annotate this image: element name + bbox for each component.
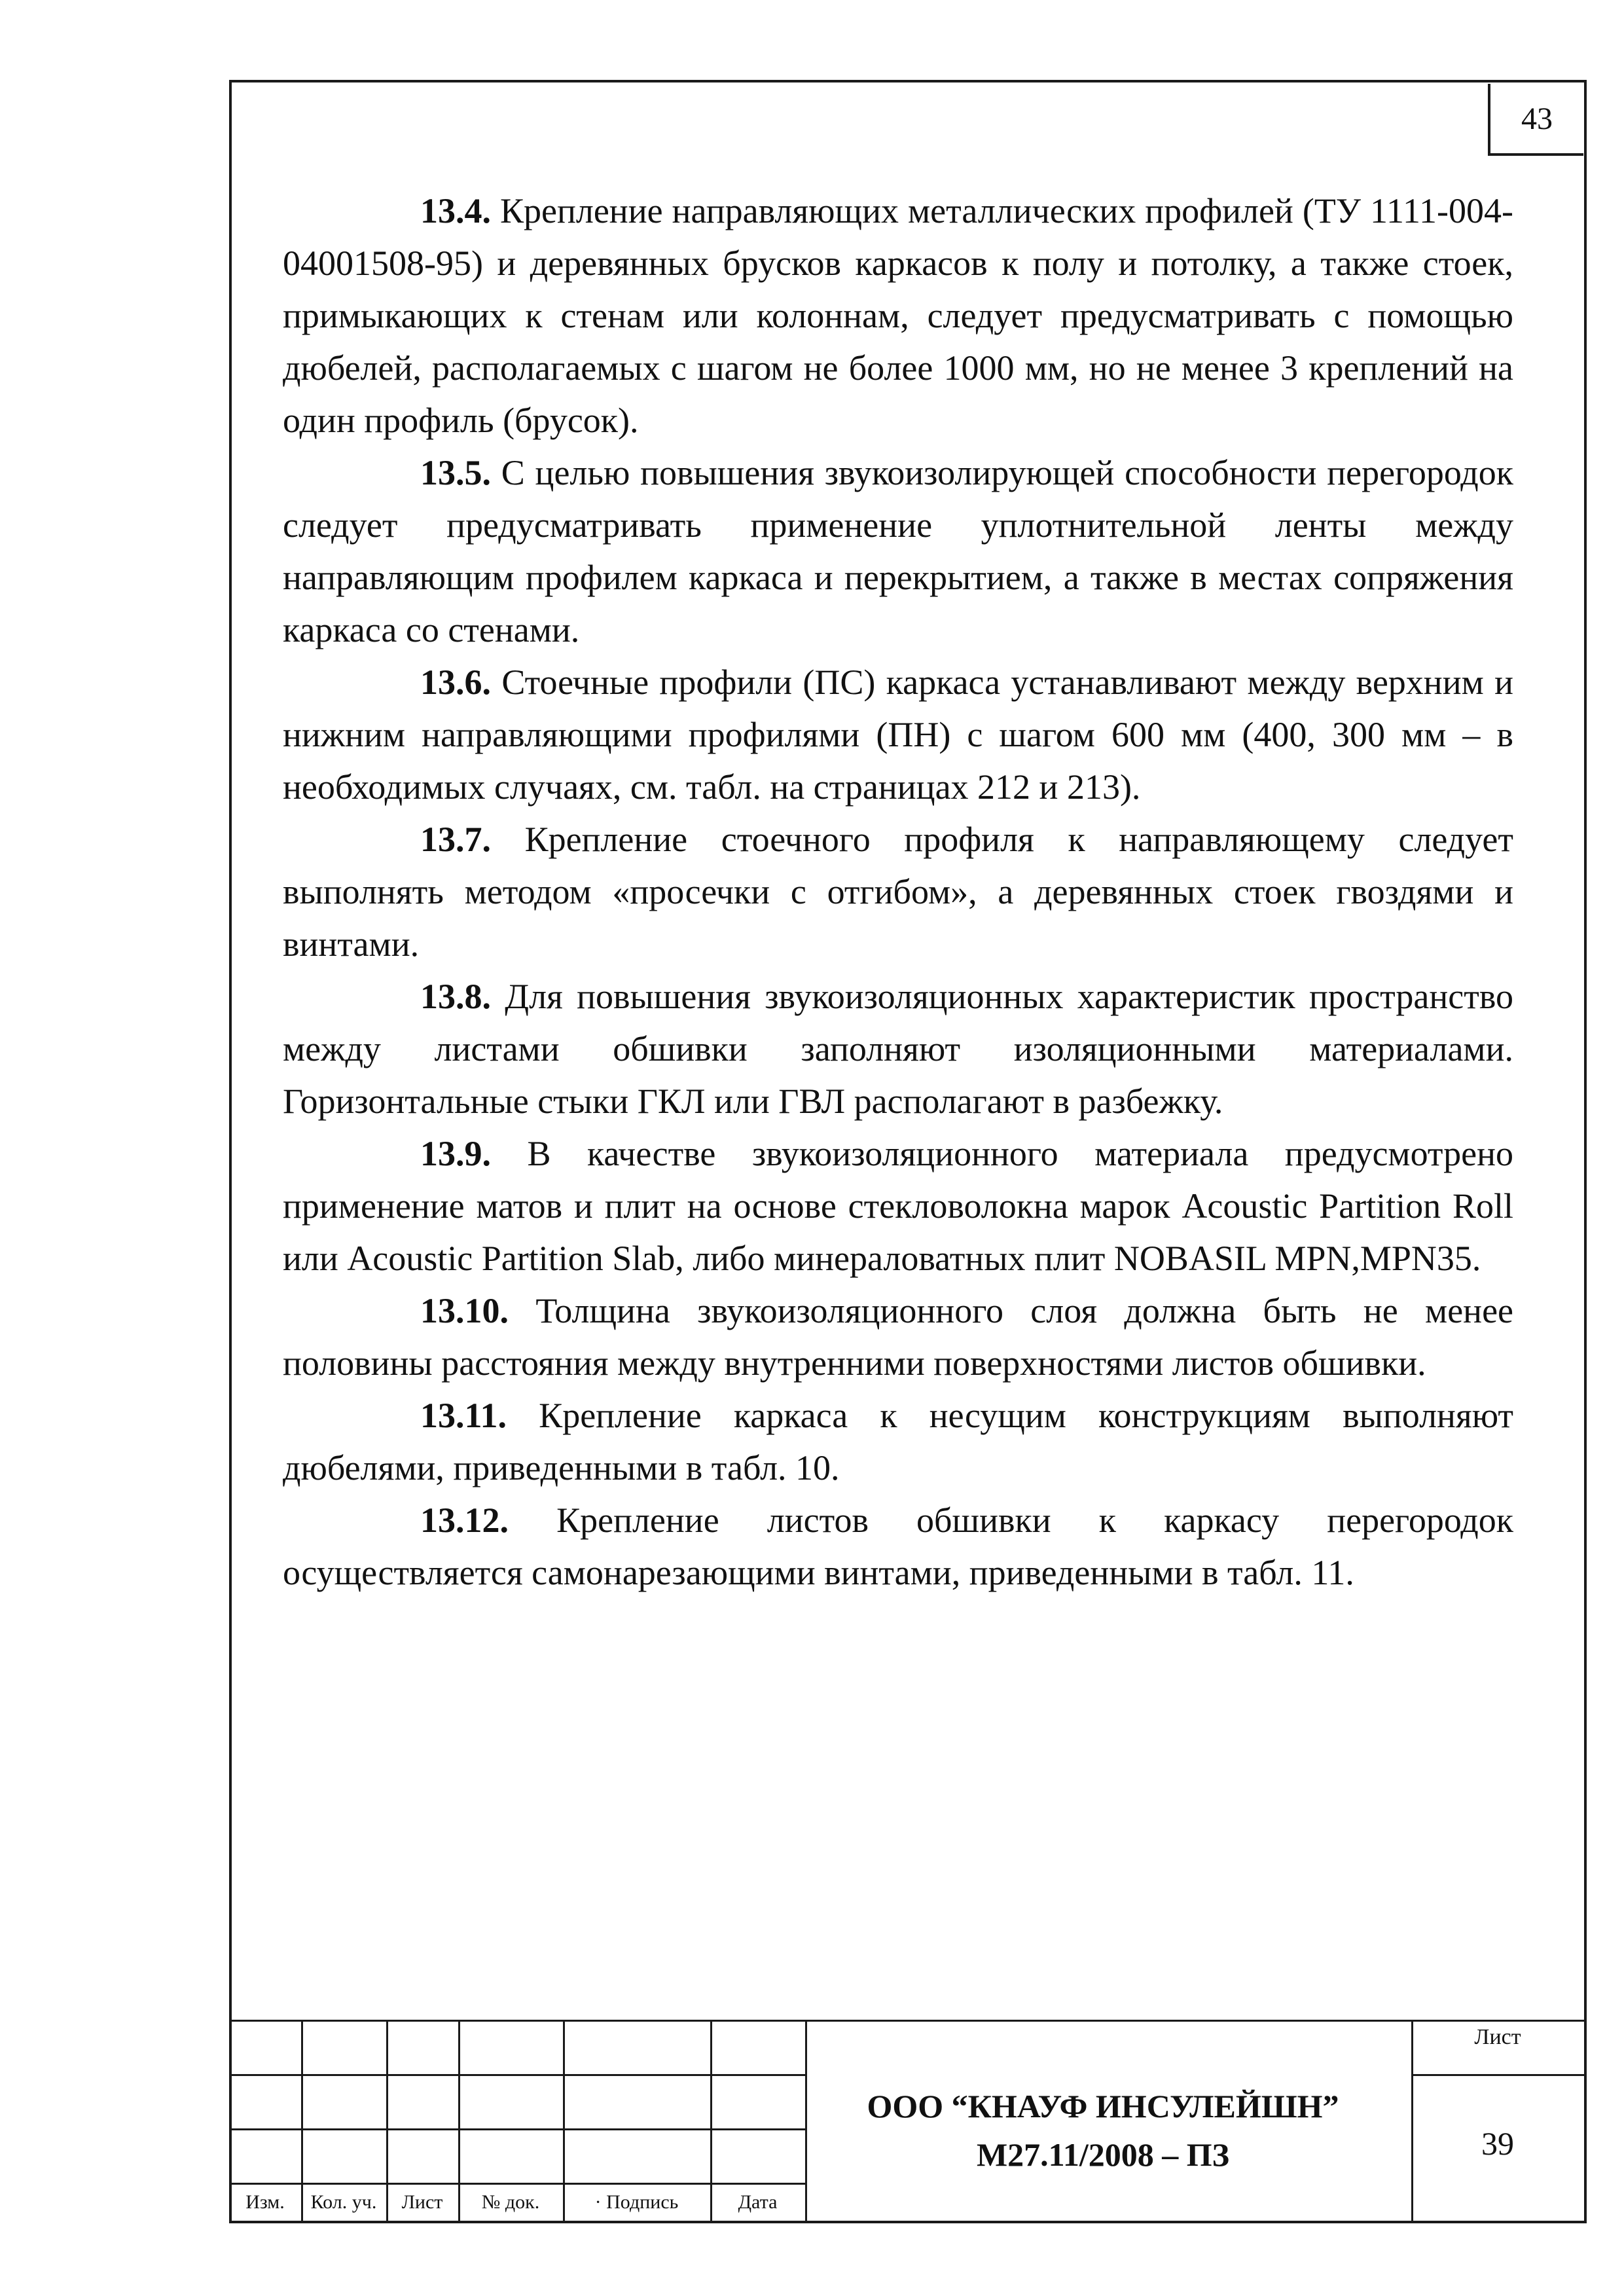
paragraph-text: С целью повышения звукоизолирующей способности перегородок следует предусматривать применение уплотнительной ленты между направляющим профилем каркаса и перекрытием, а также в местах сопряжения каркаса со стенами. [283,453,1513,649]
paragraph-13-9 [283,1127,1513,1285]
paragraph-number: 13.10. [420,1291,509,1330]
stamp-line-sheet [1411,2074,1587,2076]
paragraph-text: Крепление каркаса к несущим конструкциям выполняют дюбелями, приведенными в табл. 10. [283,1396,1513,1487]
paragraph-number: 13.9. [420,1134,491,1173]
paragraph-text: Стоечные профили (ПС) каркаса устанавливают между верхним и нижним направляющими профилями (ПН) с шагом 600 мм (400, 300 мм – в необходимых случаях, см. табл. на страницах 212 и 213). [283,663,1513,807]
stamp-line-row2 [229,2128,805,2130]
paragraph-number: 13.6. [420,663,491,702]
paragraph-13-5 [283,446,1513,656]
stamp-header-signature: · Подпись [594,2191,679,2213]
page-number: 43 [1521,101,1553,136]
paragraph-text: Для повышения звукоизоляционных характеристик пространство между листами обшивки заполняют изоляционными материалами. Горизонтальные стыки ГКЛ или ГВЛ располагают в разбежку. [283,977,1513,1121]
paragraph-number: 13.4. [420,191,491,230]
paragraph-number: 13.11. [420,1396,507,1435]
stamp-header-doc: № док. [481,2191,540,2213]
page-number-box [1488,84,1583,156]
paragraph-13-11 [283,1389,1513,1494]
paragraph-13-6 [283,656,1513,813]
stamp-header-date: Дата [738,2191,778,2213]
paragraph-text: Толщина звукоизоляционного слоя должна быть не менее половины расстояния между внутренними поверхностями листов обшивки. [283,1291,1513,1383]
title-block [229,2020,1587,2223]
stamp-header-list: Лист [401,2191,443,2213]
stamp-line-row3 [229,2183,805,2185]
paragraph-13-7 [283,813,1513,970]
stamp-header-izm: Изм. [245,2191,285,2213]
paragraph-text: В качестве звукоизоляционного материала предусмотрено применение матов и плит на основе стекловолокна марок Acoustic Partition Roll или Acoustic Partition Slab, либо минераловатных плит NOBASIL MPN,MPN35. [283,1134,1513,1278]
sheet-label: Лист [1474,2025,1521,2049]
paragraph-number: 13.7. [420,820,491,859]
stamp-col-7 [1411,2020,1413,2223]
paragraph-number: 13.5. [420,453,491,492]
paragraph-text: Крепление стоечного профиля к направляющему следует выполнять методом «просечки с отгибом», а деревянных стоек гвоздями и винтами. [283,820,1513,964]
sheet-number: 39 [1481,2125,1514,2162]
stamp-header-kol-uch: Кол. уч. [310,2191,377,2213]
document-body [283,185,1513,1599]
paragraph-13-8 [283,970,1513,1127]
paragraph-13-4 [283,185,1513,446]
paragraph-number: 13.8. [420,977,491,1016]
stamp-line-row1 [229,2074,805,2076]
paragraph-13-10 [283,1285,1513,1389]
organization-name: ООО “КНАУФ ИНСУЛЕЙШН” [867,2088,1339,2124]
stamp-line-top [229,2020,1587,2022]
document-code: М27.11/2008 – ПЗ [976,2136,1230,2173]
paragraph-text: Крепление направляющих металлических профилей (ТУ 1111-004-04001508-95) и деревянных брусков каркасов к полу и потолку, а также стоек, примыкающих к стенам или колоннам, следует предусматривать с помощью дюбелей, располагаемых с шагом не более 1000 мм, но не менее 3 креплений на один профиль (брусок). [283,191,1513,440]
organization-block [805,2082,1401,2179]
paragraph-13-12 [283,1494,1513,1599]
paragraph-text: Крепление листов обшивки к каркасу перегородок осуществляется самонарезающими винтами, приведенными в табл. 11. [283,1501,1513,1592]
paragraph-number: 13.12. [420,1501,509,1540]
